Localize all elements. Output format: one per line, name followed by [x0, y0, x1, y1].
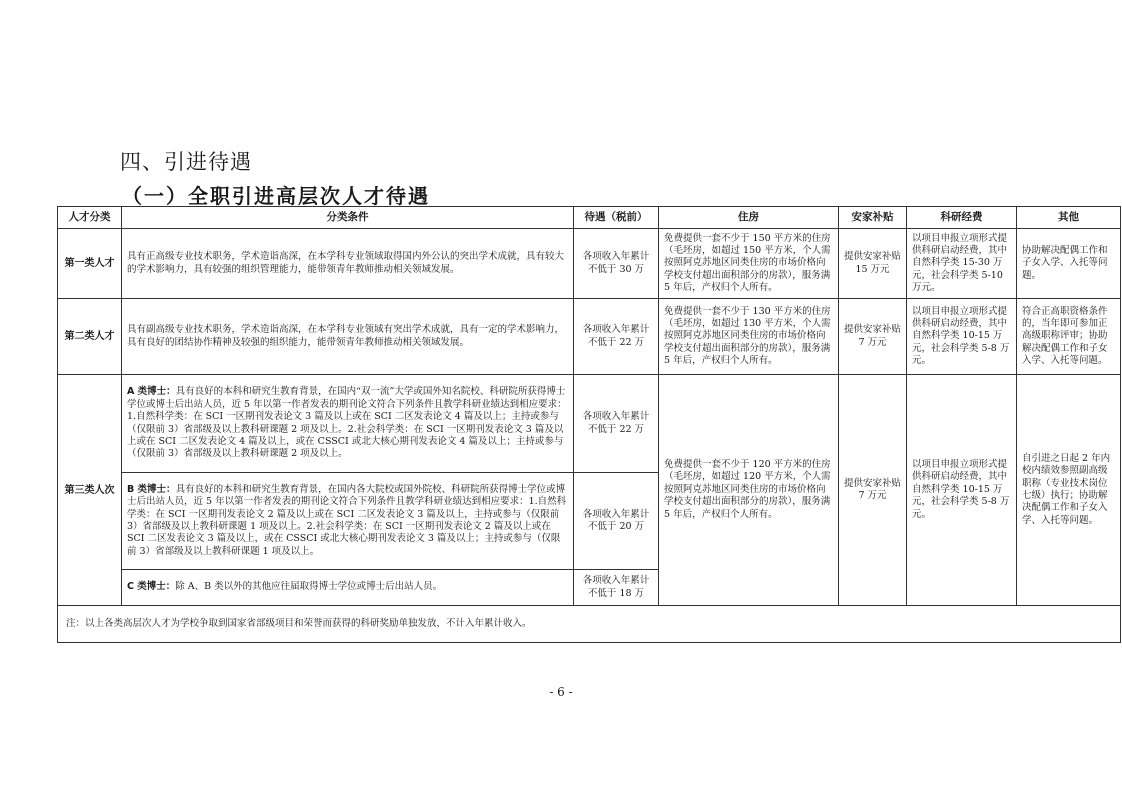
cell-subsidy: 提供安家补贴 7 万元	[839, 375, 907, 606]
header-category: 人才分类	[58, 207, 122, 229]
header-condition: 分类条件	[122, 207, 574, 229]
cell-pay-c: 各项收入年累计不低于 18 万	[574, 570, 659, 606]
table-note: 注：以上各类高层次人才为学校争取到国家省部级项目和荣誉而获得的科研奖励单独发放，不计入年累计收入。	[58, 606, 1121, 643]
section-title: 四、引进待遇	[120, 150, 252, 174]
doctor-b-label: B 类博士：	[127, 483, 176, 495]
table-header-row	[58, 207, 1121, 229]
cell-housing: 免费提供一套不少于 150 平方米的住房（毛坯房，如超过 150 平方米，个人需按照阿克苏地区同类住房的市场价格向学校支付超出面积部分的房款），服务满 5 年后，产权归个人所有。	[659, 229, 839, 299]
cell-condition: 具有副高级专业技术职务，学术造诣高深，在本学科专业领域有突出学术成就，具有一定的学术影响力，具有良好的团结协作精神及较强的组织能力，能带领青年教师推动相关领域发展。	[122, 299, 574, 375]
talent-treatment-table	[57, 206, 1121, 643]
cell-subsidy: 提供安家补贴 15 万元	[839, 229, 907, 299]
cell-pay: 各项收入年累计不低于 30 万	[574, 229, 659, 299]
cell-subsidy: 提供安家补贴 7 万元	[839, 299, 907, 375]
cell-housing: 免费提供一套不少于 120 平方米的住房（毛坯房，如超过 120 平方米，个人需按照阿克苏地区同类住房的市场价格向学校支付超出面积部分的房款），服务满 5 年后，产权归个人所有。	[659, 375, 839, 606]
cell-other: 自引进之日起 2 年内校内绩效参照副高级职称（专业技术岗位七级）执行；协助解决配偶工作和子女入学、入托等问题。	[1017, 375, 1121, 606]
cell-category: 第一类人才	[58, 229, 122, 299]
table-row-second-class	[58, 299, 1121, 375]
cell-research: 以项目申报立项形式提供科研启动经费，其中自然科学类 15-30 万元，社会科学类 5-10 万元。	[907, 229, 1017, 299]
header-subsidy: 安家补贴	[839, 207, 907, 229]
subsection-title: （一）全职引进高层次人才待遇	[122, 184, 430, 208]
header-pay: 待遇（税前）	[574, 207, 659, 229]
cell-housing: 免费提供一套不少于 130 平方米的住房（毛坯房，如超过 130 平方米，个人需按照阿克苏地区同类住房的市场价格向学校支付超出面积部分的房款），服务满 5 年后，产权归个人所有。	[659, 299, 839, 375]
cell-category: 第二类人才	[58, 299, 122, 375]
cell-other: 符合正高职资格条件的，当年即可参加正高级职称评审；协助解决配偶工作和子女入学、入托等问题。	[1017, 299, 1121, 375]
doctor-a-text: 具有良好的本科和研究生教育背景，在国内“双一流”大学或国外知名院校、科研院所获得博士学位或博士后出站人员，近 5 年以第一作者发表的期刊论文符合下列条件且教学科研业绩达到相应要求：1.自然科学类：在 SCI 一区期刊发表论文 3 篇及以上或在 SCI 二区发表论文 4 篇及以上；主持或参与（仅限前 3）省部级及以上教科研课题 2 项及以上。2.社会科学类：在 SCI 一区期刊发表论文 3 篇及以上或在 SCI 二区发表论文 4 篇及以上，或在 CSSCI 或北大核心期刊发表论文 4 篇及以上；主持或参与（仅限前 3）省部级及以上教科研课题 2 项及以上。	[127, 386, 567, 460]
doctor-b-text: 具有良好的本科和研究生教育背景，在国内各大院校或国外院校、科研院所获得博士学位或博士后出站人员，近 5 年以第一作者发表的期刊论文符合下列条件且教学科研业绩达到相应要求：1.自然科学类：在 SCI 一区期刊发表论文 2 篇及以上或在 SCI 二区发表论文 3 篇及以上，主持或参与（仅限前 3）省部级及以上教科研课题 1 项及以上。2.社会科学类：在 SCI 一区期刊发表论文 2 篇及以上或在 SCI 二区发表论文 3 篇及以上，或在 CSSCI 或北大核心期刊发表论文 3 篇及以上；主持或参与（仅限前 3）省部级及以上教科研课题 1 项及以上。	[127, 483, 567, 557]
header-housing: 住房	[659, 207, 839, 229]
cell-other: 协助解决配偶工作和子女入学、入托等问题。	[1017, 229, 1121, 299]
cell-condition-b	[122, 473, 574, 570]
cell-condition: 具有正高级专业技术职务，学术造诣高深，在本学科专业领域取得国内外公认的突出学术成就，具有较大的学术影响力，具有较强的组织管理能力，能带领青年教师推动相关领域发展。	[122, 229, 574, 299]
cell-research: 以项目申报立项形式提供科研启动经费，其中自然科学类 10-15 万元，社会科学类 5-8 万元。	[907, 375, 1017, 606]
doctor-c-label: C 类博士：	[127, 581, 176, 593]
cell-category: 第三类人次	[58, 375, 122, 606]
cell-condition-a	[122, 375, 574, 473]
cell-pay-a: 各项收入年累计不低于 22 万	[574, 375, 659, 473]
doctor-a-label: A 类博士：	[127, 386, 176, 398]
cell-research: 以项目申报立项形式提供科研启动经费，其中自然科学类 10-15 万元，社会科学类 5-8 万元。	[907, 299, 1017, 375]
table-row-note	[58, 606, 1121, 643]
header-other: 其他	[1017, 207, 1121, 229]
cell-condition-c	[122, 570, 574, 606]
doctor-c-text: 除 A、B 类以外的其他应往届取得博士学位或博士后出站人员。	[175, 581, 443, 593]
page-number: - 6 -	[549, 685, 573, 699]
table-row-first-class	[58, 229, 1121, 299]
cell-pay: 各项收入年累计不低于 22 万	[574, 299, 659, 375]
cell-pay-b: 各项收入年累计不低于 20 万	[574, 473, 659, 570]
header-research: 科研经费	[907, 207, 1017, 229]
table-row-third-class-a	[58, 375, 1121, 473]
